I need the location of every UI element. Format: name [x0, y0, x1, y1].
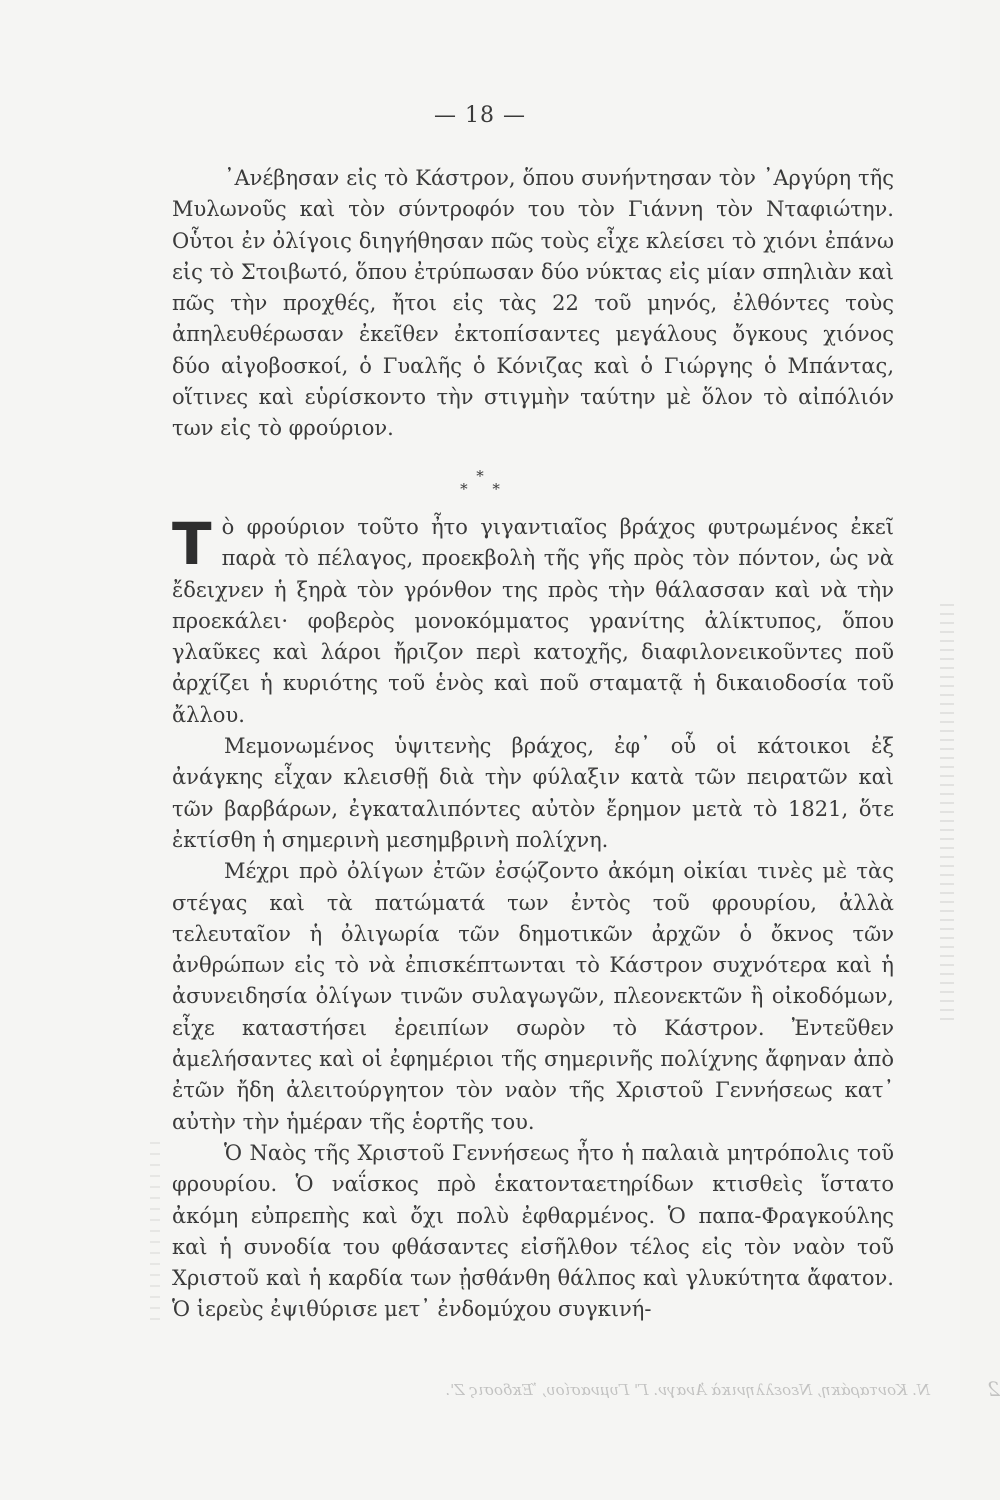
opening-paragraph: ᾿Ανέβησαν εἰς τὸ Κάστρον, ὅπου συνήντησαν τὸν ᾿Αργύρη τῆς Μυλωνοῦς καὶ τὸν σύντροφόν του τὸν Γιάννη τὸν Νταφιώτην. Οὗτοι ἐν ὀλίγοις διηγήθησαν πῶς τοὺς εἶχε κλείσει τὸ χιόνι ἐπάνω εἰς τὸ Στοιβωτό, ὅπου ἐτρύπωσαν δύο νύκτας εἰς μίαν σπηλιὰν καὶ πῶς τὴν προχθές, ἤτοι εἰς τὰς 22 τοῦ μηνός, ἐλθόντες τοὺς ἀπηλευθέρωσαν ἐκεῖθεν ἐκτοπίσαντες μεγάλους ὄγκους χιόνος δύο αἰγοβοσκοί, ὁ Γυαλῆς ὁ Κόνιζας καὶ ὁ Γιώργης ὁ Μπάντας, οἵτινες καὶ εὑρίσκοντο τὴν στιγμὴν ταύτην μὲ ὅλον τὸ αἰπόλιόν των εἰς τὸ φρούριον. — [172, 166, 894, 441]
drop-cap-letter: Τ — [172, 510, 212, 578]
fortress-paragraph-2: Μεμονωμένος ὑψιτενὴς βράχος, ἐφ᾿ οὗ οἱ κάτοικοι ἐξ ἀνάγκης εἶχαν κλεισθῇ διὰ τὴν φύλαξιν κατὰ τῶν πειρατῶν καὶ τῶν βαρβάρων, ἐγκαταλιπόντες αὐτὸν ἔρημον μετὰ τὸ 1821, ὅτε ἐκτίσθη ἡ σημερινὴ μεσημβρινὴ πολίχνη. — [172, 734, 894, 852]
asterism-bottom: * * — [460, 480, 510, 498]
page-number: — 18 — — [434, 103, 526, 128]
fortress-paragraph-1 — [172, 512, 894, 731]
bleed-through-texture-left — [150, 1140, 160, 1320]
bleed-through-signature-mark: 2 — [987, 1377, 1000, 1401]
fortress-paragraph-4: Ὁ Ναὸς τῆς Χριστοῦ Γεννήσεως ἦτο ἡ παλαιὰ μητρόπολις τοῦ φρουρίου. Ὁ ναΐσκος πρὸ ἑκατονταετηρίδων κτισθεὶς ἵστατο ἀκόμη εὐπρεπὴς καὶ ὄχι πολὺ ἐφθαρμένος. Ὁ παπα-Φραγκούλης καὶ ἡ συνοδία του φθάσαντες εἰσῆλθον τέλος εἰς τὸν ναὸν τοῦ Χριστοῦ καὶ ἡ καρδία των ᾐσθάνθη θάλπος καὶ γλυκύτητα ἄφατον. Ὁ ἱερεὺς ἐψιθύρισε μετ᾿ ἐνδομύχου συγκινή- — [172, 1140, 894, 1322]
section-separator-asterism — [0, 467, 960, 498]
bleed-through-footer-text: Ν. Κονταράκη, Νεοελληνικὰ Ἀναγν. Γ' Γυμνασίου, Ἔκδοσις Ζ'. — [445, 1381, 930, 1399]
fortress-paragraph-1-text: ὸ φρούριον τοῦτο ἦτο γιγαντιαῖος βράχος φυτρωμένος ἐκεῖ παρὰ τὸ πέλαγος, προεκβολὴ τῆς γῆς πρὸς τὸν πόντον, ὡς νὰ ἔδειχνεν ἡ ξηρὰ τὸν γρόνθον της πρὸς τὴν θάλασσαν καὶ νὰ τὴν προεκάλει· φοβερὸς μονοκόμματος γρανίτης ἀλίκτυπος, ὅπου γλαῦκες καὶ λάροι ἤριζον περὶ κατοχῆς, διαφιλονεικοῦντες ποῦ ἀρχίζει ἡ κυριότης τοῦ ἑνὸς καὶ ποῦ σταματᾷ ἡ δικαιοδοσία τοῦ ἄλλου. — [172, 515, 894, 727]
asterism-top: * — [476, 467, 484, 485]
fortress-section — [172, 512, 894, 1326]
bleed-through-texture-right — [940, 600, 954, 1020]
opening-section — [172, 163, 894, 445]
fortress-paragraph-3: Μέχρι πρὸ ὀλίγων ἐτῶν ἐσῴζοντο ἀκόμη οἰκίαι τινὲς μὲ τὰς στέγας καὶ τὰ πατώματά των ἐντὸς τοῦ φρουρίου, ἀλλὰ τελευταῖον ἡ ὀλιγωρία τῶν δημοτικῶν ἀρχῶν ὁ ὄκνος τῶν ἀνθρώπων εἰς τὸ νὰ ἐπισκέπτωνται τὸ Κάστρον συχνότερα καὶ ἡ ἀσυνειδησία ὀλίγων τινῶν συλαγωγῶν, πλεονεκτῶν ἢ οἰκοδόμων, εἶχε καταστήσει ἐρειπίων σωρὸν τὸ Κάστρον. Ἐντεῦθεν ἀμελήσαντες καὶ οἱ ἐφημέριοι τῆς σημερινῆς πολίχνης ἄφηναν ἀπὸ ἐτῶν ἤδη ἀλειτούργητον τὸν ναὸν τῆς Χριστοῦ Γεννήσεως κατ᾿ αὐτὴν τὴν ἡμέραν τῆς ἑορτῆς του. — [172, 859, 894, 1134]
bleed-through-footer — [265, 1377, 1000, 1401]
